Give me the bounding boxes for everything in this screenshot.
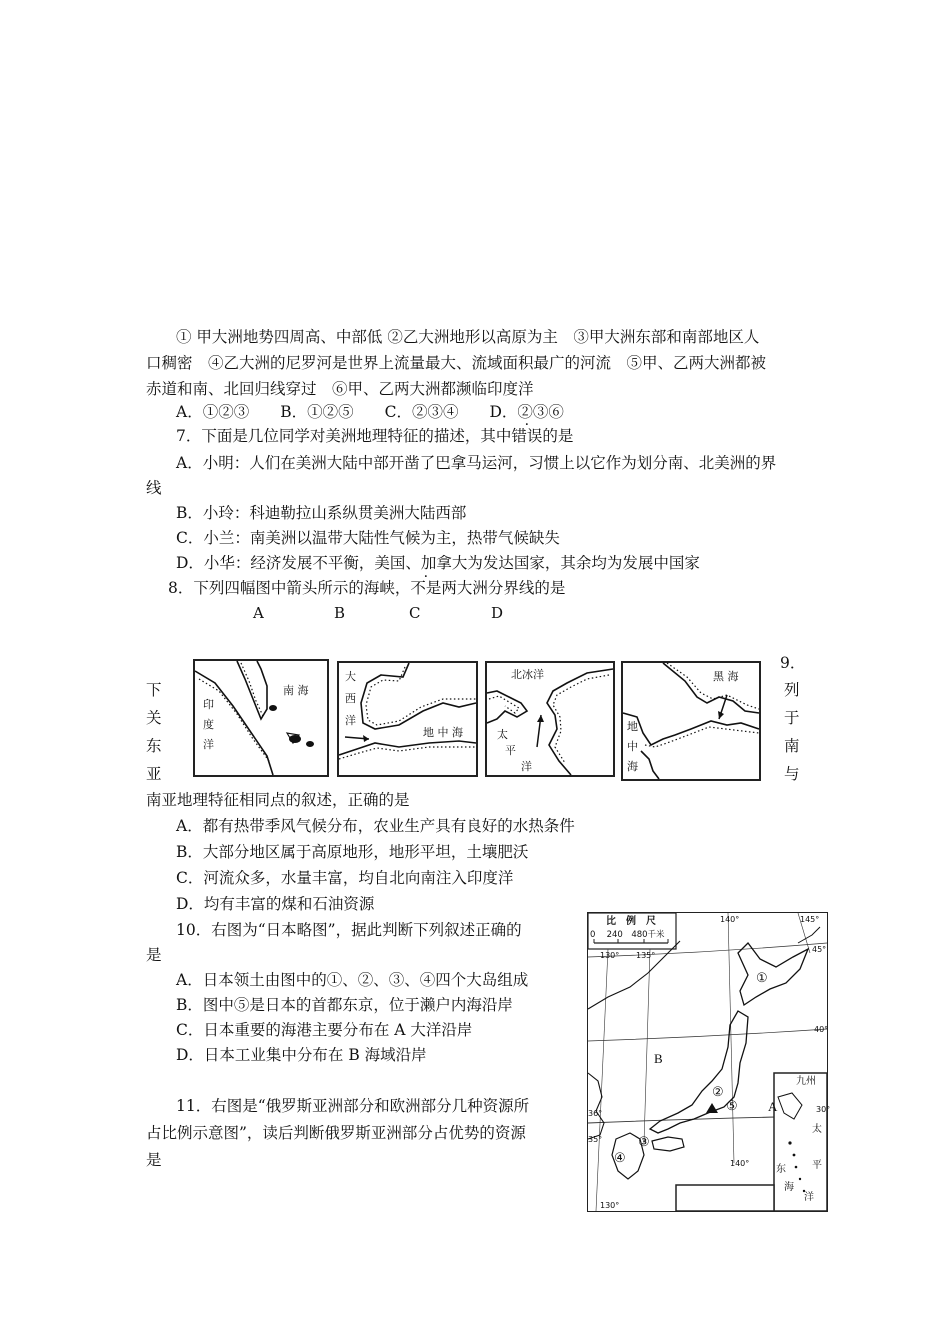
lat-label-40: 40°: [814, 1025, 829, 1034]
ocean-label-a: A: [768, 1099, 778, 1114]
lat-label-36: 36°: [588, 1109, 603, 1118]
lat-label-30: 30°: [816, 1105, 831, 1114]
q11-line3: 是: [146, 1151, 162, 1169]
q6-line2: 口稠密 ④乙大洲的尼罗河是世界上流量最大、流域面积最广的河流 ⑤甲、乙两大洲都被: [146, 354, 767, 372]
q7-stem: [176, 426, 573, 446]
map-a-indian-ocean-1: 印: [203, 698, 214, 711]
map-a-indian-ocean-2: 度: [203, 718, 214, 731]
scale-title: 比 例 尺: [606, 916, 656, 927]
map-b-atlantic-3: 洋: [345, 714, 356, 727]
strait-map-b-figure: [339, 663, 476, 775]
q8-stem: [168, 578, 565, 598]
city-label-5: ⑤: [726, 1099, 738, 1114]
q9-option-c: C．河流众多，水量丰富，均自北向南注入印度洋: [176, 869, 514, 887]
inset-hai: 海: [784, 1182, 794, 1193]
island-label-1: ①: [756, 971, 768, 986]
map-d-mediterranean-3: 海: [627, 760, 638, 773]
inset-kyushu: 九州: [796, 1076, 816, 1087]
q9-number: 9．: [780, 654, 806, 672]
scale-ticks: 0 240 480千米: [590, 930, 665, 940]
map-b-atlantic-1: 大: [345, 670, 356, 683]
strait-map-b: [337, 661, 478, 777]
strait-map-d: [621, 661, 761, 781]
q8-label-d: D: [491, 604, 504, 622]
inset-ping: 平: [812, 1160, 822, 1171]
q9-right-char-3: 南: [784, 737, 800, 755]
q7-option-a: A．小明：人们在美洲大陆中部开凿了巴拿马运河，习惯上以它作为划分南、北美洲的界: [176, 454, 777, 472]
q7-option-c: C．小兰：南美洲以温带大陆性气候为主，热带气候缺失: [176, 529, 560, 547]
map-d-mediterranean-2: 中: [627, 740, 638, 753]
q8-label-b: B: [334, 604, 346, 622]
q11-line1: 11．右图是“俄罗斯亚洲部分和欧洲部分几种资源所: [176, 1097, 530, 1115]
lon-label-140-bottom: 140°: [730, 1159, 750, 1168]
inset-yang: 洋: [804, 1192, 814, 1203]
q9-left-char-2: 关: [146, 709, 162, 727]
lat-label-45: 45°: [812, 945, 827, 954]
map-b-mediterranean: 地 中 海: [423, 726, 463, 739]
q10-option-b: B．图中⑤是日本的首都东京，位于濑户内海沿岸: [176, 996, 513, 1014]
q6-line1: ① 甲大洲地势四周高、中部低 ②乙大洲地形以高原为主 ③甲大洲东部和南部地区人: [176, 328, 760, 346]
q10-option-c: C．日本重要的海港主要分布在 A 大洋沿岸: [176, 1021, 473, 1039]
strait-map-a-figure: [195, 661, 327, 775]
q8-label-c: C: [409, 604, 421, 622]
lat-label-35: 35°: [588, 1135, 603, 1144]
map-c-pacific-3: 洋: [521, 760, 532, 773]
q10-stem: 10．右图为“日本略图”，据此判断下列叙述正确的: [176, 921, 522, 939]
lon-label-145: 145°: [800, 915, 820, 924]
q7-stem-emphasis: 错误: [511, 427, 543, 445]
q9-right-char-1: 列: [784, 681, 800, 699]
strait-map-c-figure: [487, 663, 613, 775]
q10-option-a: A．日本领土由图中的①、②、③、④四个大岛组成: [176, 971, 529, 989]
inset-tai: 太: [812, 1124, 822, 1135]
q9-option-a: A．都有热带季风气候分布，农业生产具有良好的水热条件: [176, 817, 575, 835]
lon-label-140-top: 140°: [720, 915, 740, 924]
q9-option-b: B．大部分地区属于高原地形，地形平坦，土壤肥沃: [176, 843, 529, 861]
q7-stem-pre: 7．下面是几位同学对美洲地理特征的描述，其中: [176, 427, 512, 445]
map-b-atlantic-2: 西: [345, 692, 356, 705]
q8-label-a: A: [253, 604, 264, 622]
q9-stem: 南亚地理特征相同点的叙述，正确的是: [146, 791, 410, 809]
map-a-south-china-sea: 南 海: [283, 684, 309, 697]
lon-label-130-bottom: 130°: [600, 1201, 620, 1210]
q9-right-char-2: 于: [784, 709, 800, 727]
island-label-3: ③: [638, 1135, 650, 1150]
sea-label-b: B: [654, 1051, 663, 1066]
q9-right-char-4: 与: [784, 765, 800, 783]
strait-map-a: [193, 659, 329, 777]
q9-left-char-3: 东: [146, 737, 162, 755]
q8-stem-emphasis: 不是: [410, 579, 442, 597]
q6-line3: 赤道和南、北回归线穿过 ⑥甲、乙两大洲都濒临印度洋: [146, 380, 534, 398]
map-d-black-sea: 黑 海: [713, 670, 739, 683]
q7-option-a-wrap: 线: [146, 479, 162, 497]
q10-option-d: D．日本工业集中分布在 B 海域沿岸: [176, 1046, 427, 1064]
map-a-indian-ocean-3: 洋: [203, 738, 214, 751]
q8-stem-post: 两大洲分界线的是: [441, 579, 566, 597]
japan-map: [587, 912, 831, 1212]
map-c-arctic-ocean: 北冰洋: [511, 668, 544, 681]
q9-left-char-4: 亚: [146, 765, 162, 783]
q9-option-d: D．均有丰富的煤和石油资源: [176, 895, 375, 913]
japan-map-figure: [588, 913, 827, 1211]
lon-label-135: 135°: [636, 951, 656, 960]
q8-stem-pre: 8．下列四幅图中箭头所示的海峡，: [168, 579, 411, 597]
q10-stem-wrap: 是: [146, 946, 162, 964]
q11-line2: 占比例示意图”，读后判断俄罗斯亚洲部分占优势的资源: [146, 1124, 526, 1142]
q9-left-char-1: 下: [146, 681, 162, 699]
q6-options: A．①②③ B．①②⑤ C．②③④ D．②③⑥: [176, 403, 564, 421]
inset-dong: 东: [776, 1164, 786, 1175]
map-c-pacific-1: 太: [497, 728, 508, 741]
island-label-4: ④: [614, 1151, 626, 1166]
map-c-pacific-2: 平: [505, 744, 516, 757]
strait-map-c: [485, 661, 615, 777]
lon-label-130: 130°: [600, 951, 620, 960]
q7-option-b: B．小玲：科迪勒拉山系纵贯美洲大陆西部: [176, 504, 467, 522]
q7-option-d: D．小华：经济发展不平衡，美国、加拿大为发达国家，其余均为发展中国家: [176, 554, 700, 572]
island-label-2: ②: [712, 1085, 724, 1100]
q7-stem-post: 的是: [542, 427, 574, 445]
map-d-mediterranean-1: 地: [627, 720, 638, 733]
